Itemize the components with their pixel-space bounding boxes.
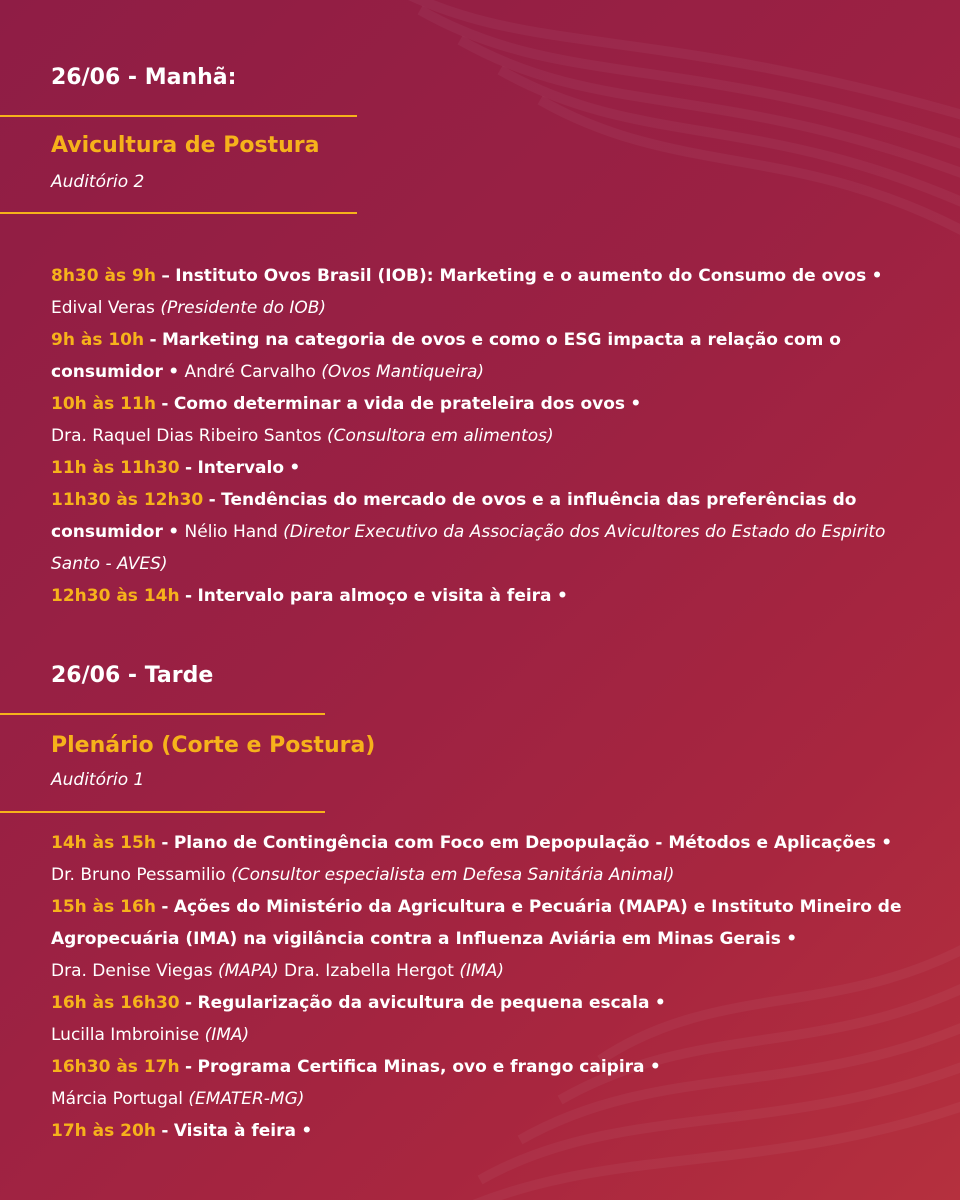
item-affiliation: (Ovos Mantiqueira) <box>321 362 485 382</box>
item-bullet: • <box>168 522 180 542</box>
item-title: Instituto Ovos Brasil (IOB): Marketing e o aumento do Consumo de ovos <box>175 266 867 286</box>
item-affiliation: (IMA) <box>204 1025 250 1045</box>
item-title: Marketing na categoria de ovos e como o ESG impacta a relação com o consumidor <box>51 330 841 382</box>
item-time: 10h às 11h <box>51 394 156 414</box>
item-bullet: • <box>168 362 180 382</box>
item-bullet: • <box>654 993 666 1013</box>
item-speaker: Lucilla Imbroinise <box>51 1025 200 1045</box>
item-bullet: • <box>649 1057 661 1077</box>
afternoon-session-title: Plenário (Corte e Postura) <box>51 733 376 758</box>
item-separator: - <box>149 330 157 350</box>
schedule-item <box>51 1115 921 1147</box>
item-speaker: Dra. Denise Viegas <box>51 961 213 981</box>
item-separator: - <box>185 1057 193 1077</box>
item-separator: - <box>161 897 169 917</box>
item-title: Como determinar a vida de prateleira dos ovos <box>173 394 626 414</box>
item-affiliation: (Consultora em alimentos) <box>327 426 554 446</box>
item-speaker: André Carvalho <box>184 362 316 382</box>
item-separator: - <box>185 458 193 478</box>
item-separator: - <box>161 394 169 414</box>
item-title: Intervalo <box>197 458 285 478</box>
item-title: Visita à feira <box>173 1121 296 1141</box>
item-bullet: • <box>301 1121 313 1141</box>
schedule-item <box>51 324 921 388</box>
item-separator: - <box>208 490 216 510</box>
item-separator: - <box>185 586 193 606</box>
item-affiliation: (Consultor especialista em Defesa Sanitária Animal) <box>231 865 675 885</box>
schedule-item <box>51 1051 921 1115</box>
afternoon-schedule-list <box>51 827 921 1147</box>
schedule-item <box>51 580 921 612</box>
afternoon-top-divider <box>0 713 325 715</box>
item-time: 8h30 às 9h <box>51 266 156 286</box>
item-time: 12h30 às 14h <box>51 586 180 606</box>
schedule-item <box>51 827 921 891</box>
item-bullet: • <box>556 586 568 606</box>
afternoon-day-heading: 26/06 - Tarde <box>51 663 214 688</box>
morning-session-room: Auditório 2 <box>51 172 145 192</box>
item-title: Programa Certifica Minas, ovo e frango caipira <box>197 1057 645 1077</box>
item-separator: - <box>185 993 193 1013</box>
item-affiliation: (Presidente do IOB) <box>160 298 327 318</box>
item-time: 11h30 às 12h30 <box>51 490 204 510</box>
item-separator: - <box>161 1121 169 1141</box>
item-affiliation: (EMATER-MG) <box>188 1089 305 1109</box>
morning-session-title: Avicultura de Postura <box>51 133 320 158</box>
item-title: Plano de Contingência com Foco em Depopulação - Métodos e Aplicações <box>173 833 876 853</box>
item-bullet: • <box>289 458 301 478</box>
item-bullet: • <box>630 394 642 414</box>
afternoon-bottom-divider <box>0 811 325 813</box>
item-bullet: • <box>881 833 893 853</box>
item-time: 14h às 15h <box>51 833 156 853</box>
item-title: Intervalo para almoço e visita à feira <box>197 586 552 606</box>
schedule-item <box>51 388 921 452</box>
item-affiliation: (Diretor Executivo da Associação dos Avicultores do Estado do Espirito Santo - AVES) <box>51 522 886 574</box>
item-separator: – <box>161 266 170 286</box>
item-affiliation: (MAPA) <box>217 961 279 981</box>
morning-bottom-divider <box>0 212 357 214</box>
item-separator: - <box>161 833 169 853</box>
item-bullet: • <box>786 929 798 949</box>
item-time: 17h às 20h <box>51 1121 156 1141</box>
morning-schedule-list <box>51 260 921 612</box>
item-time: 16h às 16h30 <box>51 993 180 1013</box>
schedule-item <box>51 987 921 1051</box>
item-affiliation-second: (IMA) <box>459 961 504 981</box>
schedule-item <box>51 260 921 324</box>
schedule-item <box>51 891 921 987</box>
item-speaker: Márcia Portugal <box>51 1089 183 1109</box>
item-title: Tendências do mercado de ovos e a influência das preferências do consumidor <box>51 490 857 542</box>
morning-day-heading: 26/06 - Manhã: <box>51 65 237 90</box>
item-time: 15h às 16h <box>51 897 156 917</box>
schedule-item <box>51 452 921 484</box>
item-time: 16h30 às 17h <box>51 1057 180 1077</box>
schedule-item <box>51 484 921 580</box>
morning-top-divider <box>0 115 357 117</box>
item-speaker: Dra. Raquel Dias Ribeiro Santos <box>51 426 322 446</box>
item-title: Ações do Ministério da Agricultura e Pecuária (MAPA) e Instituto Mineiro de Agropecuária (IMA) na vigilância contra a Influenza Aviária em Minas Gerais <box>51 897 902 949</box>
item-title: Regularização da avicultura de pequena escala <box>197 993 650 1013</box>
afternoon-session-room: Auditório 1 <box>51 770 145 790</box>
item-time: 11h às 11h30 <box>51 458 180 478</box>
item-time: 9h às 10h <box>51 330 145 350</box>
item-bullet: • <box>871 266 883 286</box>
item-speaker-second: Dra. Izabella Hergot <box>284 961 454 981</box>
item-speaker: Nélio Hand <box>184 522 278 542</box>
item-speaker: Edival Veras <box>51 298 155 318</box>
item-speaker: Dr. Bruno Pessamilio <box>51 865 226 885</box>
